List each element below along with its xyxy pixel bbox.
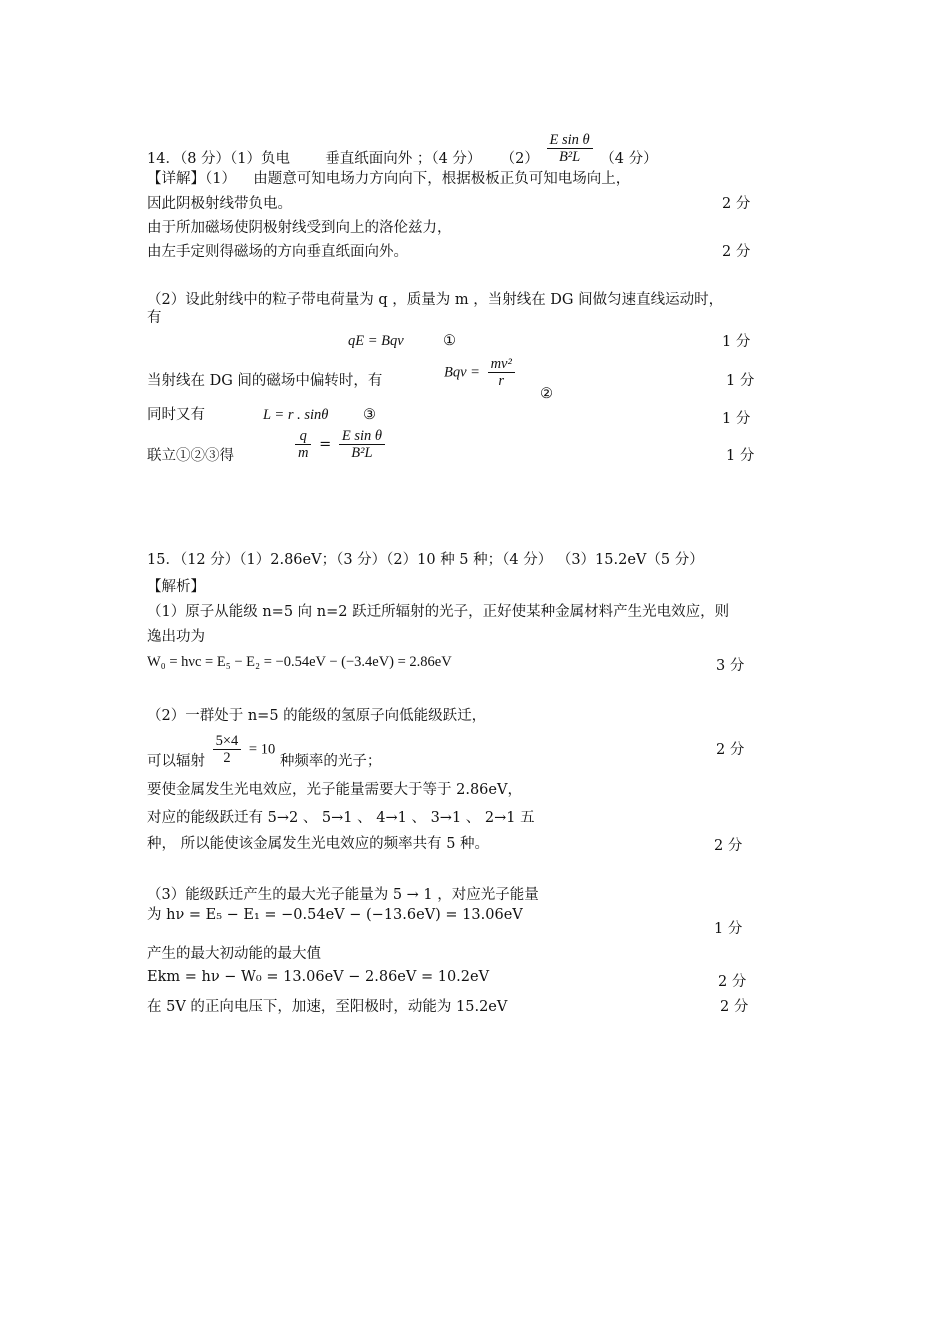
q14-equation-4-left-fraction — [295, 428, 311, 461]
q15-part2-line5: 种， 所以能使该金属发生光电效应的频率共有 5 种。 — [147, 836, 490, 852]
q14-header-part4: （4 分） — [600, 151, 658, 167]
q14-equation-3: L = r . sinθ — [263, 407, 329, 423]
q15-part3-line1: （3）能级跃迁产生的最大光子能量为 5 → 1 ，对应光子能量 — [147, 887, 539, 903]
q14-equation-2-num: mv² — [488, 356, 515, 373]
q15-part3-line5: 在 5V 的正向电压下，加速，至阳极时，动能为 15.2eV — [147, 999, 508, 1015]
q14-line-3: 由于所加磁场使阴极射线受到向上的洛伦兹力， — [147, 220, 452, 236]
q15-equation-w0: W₀ = hνc = E₅ − E₂ = −0.54eV − (−3.4eV) = 2.86eV — [147, 654, 452, 670]
q15-points-w0: 3 分 — [716, 658, 745, 674]
q14-header-frac-den: B²L — [558, 149, 581, 165]
q15-part2-pre: 可以辐射 — [147, 753, 205, 770]
q14-equation-1-mark: ① — [443, 333, 456, 349]
q15-points-part3c: 2 分 — [720, 999, 749, 1015]
q14-detail-line — [147, 170, 630, 188]
q15-part2-line2 — [147, 733, 381, 771]
q15-points-part2b: 2 分 — [714, 838, 743, 854]
q14-equation-2 — [444, 356, 518, 389]
q15-part2-fraction — [213, 733, 242, 766]
q14-detail-label: 【详解】（1） — [147, 171, 236, 187]
q14-points-eq3: 1 分 — [722, 411, 751, 427]
q15-label: 【解析】 — [147, 579, 205, 595]
q14-part2-line2: 有 — [147, 310, 162, 326]
q15-part1-line2: 逸出功为 — [147, 629, 205, 645]
q14-equation-4-right-num: E sin θ — [339, 428, 385, 445]
q14-equation-2-text: 当射线在 DG 间的磁场中偏转时，有 — [147, 373, 383, 389]
q15-part2-line1: （2）一群处于 n=5 的能级的氢原子向低能级跃迁， — [147, 708, 487, 724]
q14-detail-text: 由题意可知电场力方向向下，根据极板正负可知电场向上， — [253, 171, 631, 187]
q14-header-part1: 14．（8 分）（1）负电 — [147, 151, 291, 167]
q15-part2-frac-den: 2 — [223, 750, 231, 766]
q15-part2-post: 种频率的光子； — [279, 753, 382, 770]
q14-equation-2-fraction — [488, 356, 515, 389]
q15-part2-line4: 对应的能级跃迁有 5→2 、 5→1 、 4→1 、 3→1 、 2→1 五 — [147, 810, 535, 826]
q15-points-part3b: 2 分 — [718, 974, 747, 990]
q14-equation-2-mark: ② — [540, 386, 553, 402]
q14-line-4: 由左手定则得磁场的方向垂直纸面向外。 — [147, 244, 408, 260]
q15-part3-line2: 为 hν = E₅ − E₁ = −0.54eV − (−13.6eV) = 13.06eV — [147, 907, 523, 923]
q14-equation-3-mark: ③ — [363, 407, 376, 423]
q14-points-4: 2 分 — [722, 244, 751, 260]
q14-equation-4-right-fraction — [339, 428, 385, 461]
q14-points-eq2: 1 分 — [726, 373, 755, 389]
q14-points-2: 2 分 — [722, 196, 751, 212]
q15-part3-line3: 产生的最大初动能的最大值 — [147, 946, 321, 962]
q14-equation-4-equals: = — [319, 436, 332, 453]
q15-points-part3a: 1 分 — [714, 921, 743, 937]
q14-header — [147, 132, 658, 168]
q14-header-fraction — [547, 132, 593, 165]
q14-equation-2-den: r — [498, 373, 505, 389]
q14-part2-line1: （2）设此射线中的粒子带电荷量为 q ，质量为 m ，当射线在 DG 间做匀速直线运动时， — [147, 292, 724, 308]
q15-part2-frac-num: 5×4 — [213, 733, 242, 750]
q14-points-eq1: 1 分 — [722, 334, 751, 350]
q14-line-2: 因此阴极射线带负电。 — [147, 196, 292, 212]
q14-equation-4-left-den: m — [298, 445, 309, 461]
q15-part3-line4: Ekm = hν − W₀ = 13.06eV − 2.86eV = 10.2eV — [147, 969, 490, 985]
q15-part2-frac-result: = 10 — [248, 741, 276, 758]
q14-equation-2-lhs: Bqv = — [444, 364, 480, 381]
q15-header: 15．（12 分）（1）2.86eV；（3 分）（2）10 种 5 种；（4 分） （3）15.2eV（5 分） — [147, 552, 704, 568]
q14-equation-4 — [292, 428, 388, 461]
q14-equation-4-left-num: q — [295, 428, 311, 445]
q14-header-frac-num: E sin θ — [547, 132, 593, 149]
q14-equation-1: qE = Bqv — [348, 333, 404, 349]
q14-points-eq4: 1 分 — [726, 448, 755, 464]
q15-part2-line3: 要使金属发生光电效应，光子能量需要大于等于 2.86eV， — [147, 782, 522, 798]
q14-equation-3-text: 同时又有 — [147, 407, 205, 423]
q15-points-part2a: 2 分 — [716, 742, 745, 758]
q14-header-part3: （2） — [500, 151, 539, 167]
q14-equation-4-text: 联立①②③得 — [147, 448, 234, 464]
q14-equation-4-right-den: B²L — [351, 445, 373, 461]
q14-header-part2: 垂直纸面向外 ；（4 分） — [325, 151, 482, 167]
q15-part1-line1: （1）原子从能级 n=5 向 n=2 跃迁所辐射的光子，正好使某种金属材料产生光电效应，则 — [147, 604, 730, 620]
